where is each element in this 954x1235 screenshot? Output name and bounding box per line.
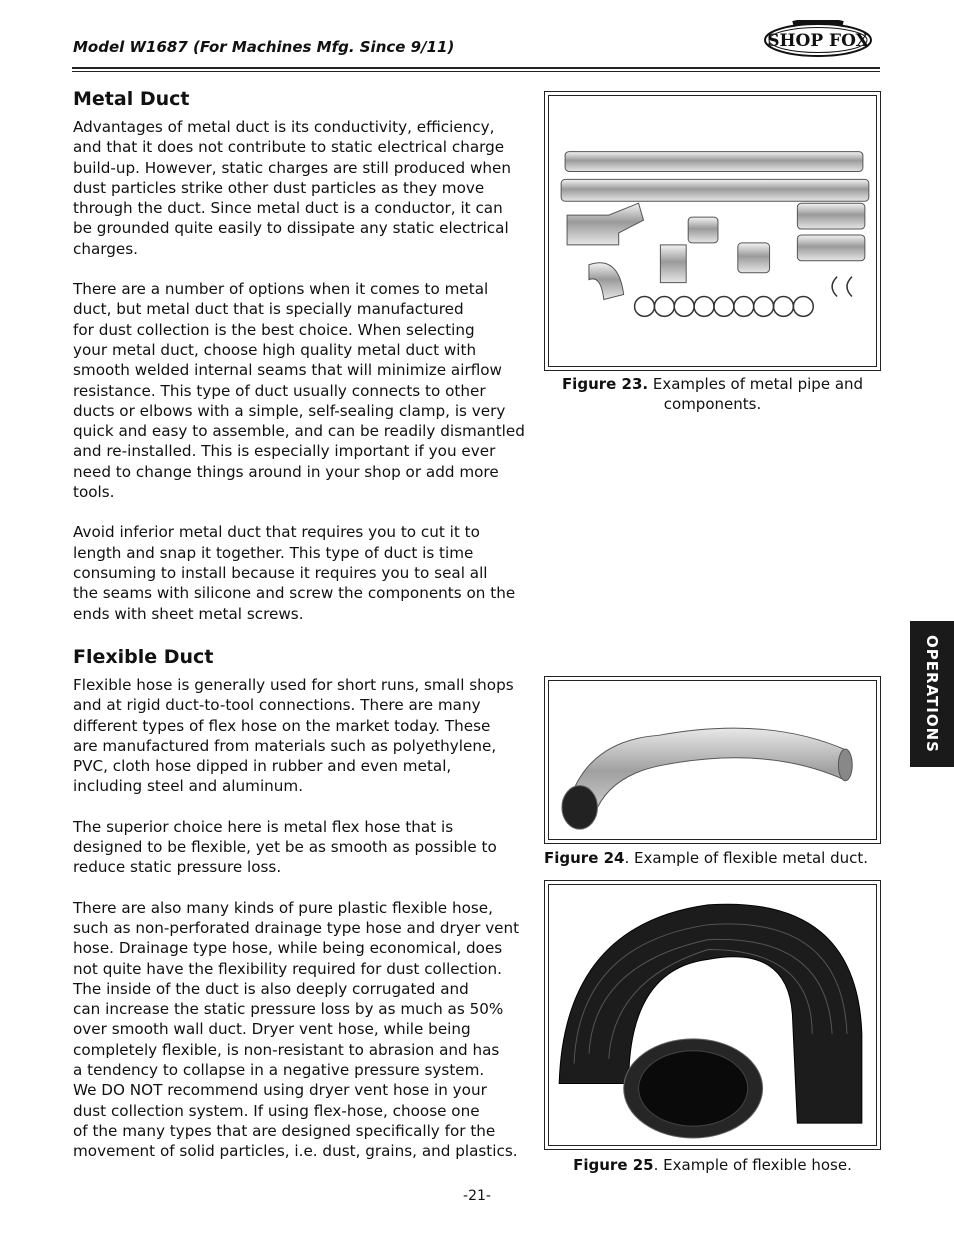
figure-23-text-line2: components. [663, 395, 762, 413]
shop-fox-logo [763, 20, 873, 58]
figure-25-frame [544, 880, 881, 1150]
metal-duct-body [73, 117, 525, 624]
header-model-title: Model W1687 (For Machines Mfg. Since 9/11) [73, 38, 455, 56]
figure-23-text: Examples of metal pipe and [648, 375, 864, 393]
header-rule-thin [72, 71, 880, 72]
metal-duct-paragraph: Advantages of metal duct is its conductivity, efficiency, and that it does not contribute to static electrical charge build-up. However, static charges are still produced when dust particles strike other dust particles as they move through the duct. Since metal duct is a conductor, it can be grounded quite easily to dissipate any static electrical charges. [73, 118, 511, 258]
figure-24-label: Figure 24 [544, 849, 625, 867]
flexible-duct-body [73, 675, 525, 1162]
figure-23-frame [544, 91, 881, 371]
metal-duct-paragraph: There are a number of options when it comes to metal duct, but metal duct that is specially manufactured for dust collection is the best choice. When selecting your metal duct, choose high quality metal duct with smooth welded internal seams that will minimize airflow resistance. This type of duct usually connects to other ducts or elbows with a simple, self-sealing clamp, is very quick and easy to assemble, and can be readily dismantled and re-installed. This is especially important if you ever need to change things around in your shop or add more tools. [73, 280, 525, 502]
figure-24-frame [544, 676, 881, 844]
metal-duct-paragraph: Avoid inferior metal duct that requires you to cut it to length and snap it together. This type of duct is time consuming to install because it requires you to seal all the seams with silicone and screw the components on the ends with sheet metal screws. [73, 523, 516, 623]
operations-side-tab [910, 621, 954, 767]
figure-24-caption [544, 848, 881, 868]
operations-side-tab-label: OPERATIONS [923, 635, 941, 753]
figure-25-label: Figure 25 [573, 1156, 654, 1174]
flexible-duct-paragraph: Flexible hose is generally used for short runs, small shops and at rigid duct-to-tool connections. There are many different types of flex hose on the market today. These are manufactured from materials such as polyethylene, PVC, cloth hose dipped in rubber and even metal, including steel and aluminum. [73, 676, 514, 796]
metal-pipe-components-image [549, 96, 876, 366]
metal-duct-heading: Metal Duct [73, 88, 190, 110]
flexible-hose-image [549, 885, 876, 1145]
figure-23-label: Figure 23. [561, 375, 649, 393]
figure-23-caption [544, 374, 881, 414]
figure-25-text: . Example of flexible hose. [653, 1156, 852, 1174]
figure-25-caption [544, 1155, 881, 1175]
flexible-duct-heading: Flexible Duct [73, 646, 214, 668]
flexible-metal-duct-image [549, 681, 876, 839]
flexible-duct-paragraph: The superior choice here is metal flex hose that is designed to be flexible, yet be as smooth as possible to reduce static pressure loss. [73, 817, 497, 877]
figure-24-text: . Example of flexible metal duct. [624, 849, 869, 867]
header-rule-thick [72, 67, 880, 69]
flexible-duct-paragraph: There are also many kinds of pure plastic flexible hose, such as non-perforated drainage type hose and dryer vent hose. Drainage type hose, while being economical, does not quite have the flexibility required for dust collection. The inside of the duct is also deeply corrugated and can increase the static pressure loss by as much as 50% over smooth wall duct. Dryer vent hose, while being completely flexible, is non-resistant to abrasion and has a tendency to collapse in a negative pressure system. We DO NOT recommend using dryer vent hose in your dust collection system. If using flex-hose, choose one of the many types that are designed specifically for the movement of solid particles, i.e. dust, grains, and plastics. [73, 898, 520, 1161]
page-number: -21- [463, 1188, 491, 1204]
svg-text:SHOP FOX: SHOP FOX [767, 31, 869, 51]
